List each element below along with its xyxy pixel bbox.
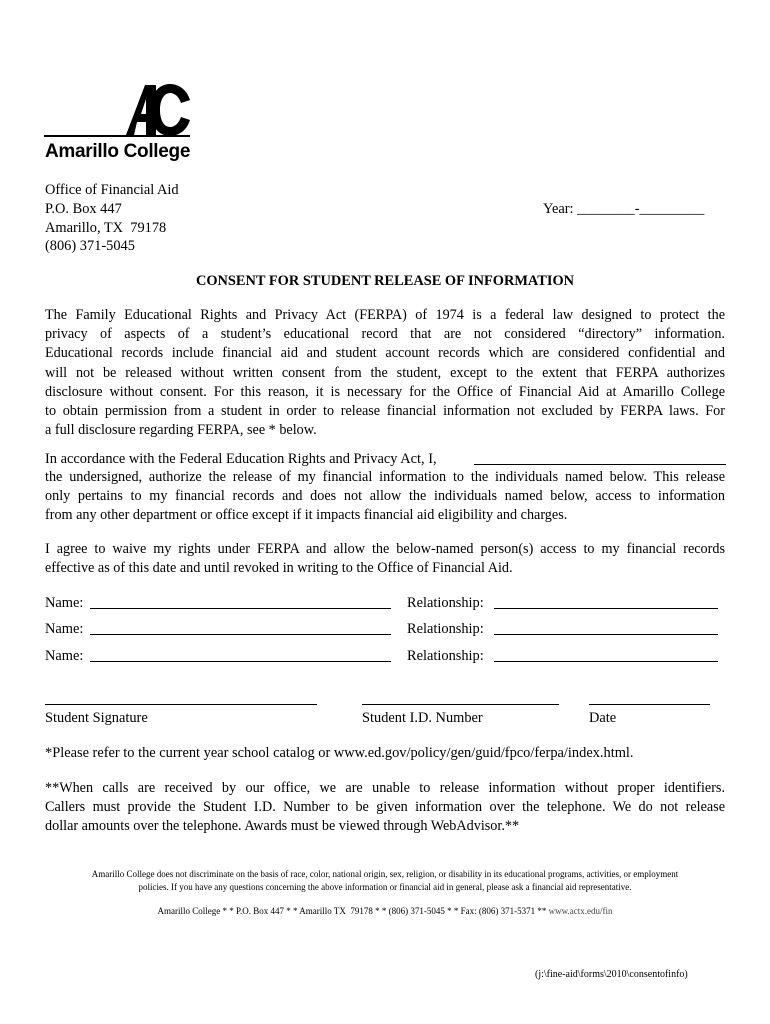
recipient-relationship-label: Relationship: <box>407 595 484 611</box>
paragraph-line: disclosure without consent. For this reason, it is necessary for the Office of Financial Aid at Amarillo College <box>45 383 725 400</box>
recipient-name-line[interactable] <box>90 661 391 662</box>
year-separator: - <box>634 201 640 217</box>
paragraph-line: will not be released without written consent from the student, except to the extent that FERPA authorizes <box>45 364 725 381</box>
accordance-prefix: In accordance with the Federal Education Rights and Privacy Act, I, <box>45 451 437 467</box>
paragraph-line: The Family Educational Rights and Privacy Act (FERPA) of 1974 is a federal law designed to protect the <box>45 307 725 323</box>
paragraph-line: to obtain permission from a student in order to release financial information not excluded by FERPA laws. For <box>45 403 725 420</box>
paragraph-line: only pertains to my financial records and does not allow the individuals named below, access to information <box>45 488 725 505</box>
recipient-relationship-line[interactable] <box>494 634 718 635</box>
college-name: Amarillo College <box>45 141 191 162</box>
recipient-name-line[interactable] <box>90 608 391 609</box>
paragraph-line: privacy of aspects of a student’s educational record that are not considered “directory” information. <box>45 326 725 343</box>
college-logo <box>44 82 194 164</box>
ferpa-intro-paragraph <box>45 306 725 440</box>
year-label: Year: <box>543 201 574 217</box>
paragraph-line: from any other department or office except if it impacts financial aid eligibility and charges. <box>45 507 568 524</box>
paragraph-line: Callers must provide the Student I.D. Number to be given information over the telephone. We do not release <box>45 799 725 816</box>
recipient-name-label: Name: <box>45 621 84 637</box>
paragraph-line: a full disclosure regarding FERPA, see * below. <box>45 422 317 439</box>
nondiscrimination-statement <box>30 868 740 894</box>
year-field[interactable] <box>543 200 704 219</box>
file-path: (j:\fine-aid\forms\2010\consentofinfo) <box>535 969 688 980</box>
recipient-relationship-line[interactable] <box>494 608 718 609</box>
recipient-name-label: Name: <box>45 648 84 664</box>
date-label: Date <box>589 710 617 726</box>
phone-policy-note <box>45 779 725 837</box>
recipient-name-line[interactable] <box>90 634 391 635</box>
nondiscrimination-line: policies. If you have any questions concerning the above information or financial aid in general, please ask a financial aid representative. <box>138 882 632 892</box>
student-id-label: Student I.D. Number <box>362 710 483 726</box>
paragraph-line: **When calls are received by our office, we are unable to release information without proper identifiers. <box>45 780 725 796</box>
form-title: CONSENT FOR STUDENT RELEASE OF INFORMATION <box>195 273 575 289</box>
year-second-blank[interactable]: _________ <box>639 201 705 217</box>
recipient-name-label: Name: <box>45 595 84 611</box>
paragraph-line: effective as of this date and until revoked in writing to the Office of Financial Aid. <box>45 560 513 577</box>
student-name-line[interactable] <box>474 464 726 465</box>
accordance-paragraph <box>45 468 725 526</box>
nondiscrimination-line: Amarillo College does not discriminate on the basis of race, color, national origin, sex, religion, or disability in its educational programs, activities, or employment <box>91 869 679 879</box>
ferpa-reference-note: *Please refer to the current year school catalog or www.ed.gov/policy/gen/guid/fpco/ferpa/index.html. <box>45 745 634 761</box>
paragraph-line: Educational records include financial aid and student account records which are considered confidential and <box>45 345 725 362</box>
date-line[interactable] <box>589 704 710 705</box>
paragraph-line: dollar amounts over the telephone. Awards must be viewed through WebAdvisor.** <box>45 818 520 835</box>
office-phone: (806) 371-5045 <box>45 238 135 254</box>
ac-monogram-icon <box>44 82 194 142</box>
office-name: Office of Financial Aid <box>45 182 179 198</box>
paragraph-line: I agree to waive my rights under FERPA and allow the below-named person(s) access to my financial records <box>45 541 725 557</box>
waiver-paragraph <box>45 540 725 578</box>
financial-aid-website-link[interactable]: www.actx.edu/fin <box>548 906 613 916</box>
paragraph-line: the undersigned, authorize the release of my financial information to the individuals named below. This release <box>45 469 725 485</box>
recipient-relationship-label: Relationship: <box>407 648 484 664</box>
city-state-zip: Amarillo, TX 79178 <box>45 220 167 236</box>
recipient-relationship-line[interactable] <box>494 661 718 662</box>
recipient-relationship-label: Relationship: <box>407 621 484 637</box>
student-id-line[interactable] <box>362 704 559 705</box>
contact-footer <box>0 905 770 918</box>
student-signature-line[interactable] <box>45 704 317 705</box>
year-first-blank[interactable]: ________ <box>577 201 635 217</box>
contact-footer-text: Amarillo College * * P.O. Box 447 * * Amarillo TX 79178 * * (806) 371-5045 * * Fax: (806) 371-5371 ** <box>157 906 549 916</box>
student-signature-label: Student Signature <box>45 710 148 726</box>
po-box: P.O. Box 447 <box>45 201 122 217</box>
